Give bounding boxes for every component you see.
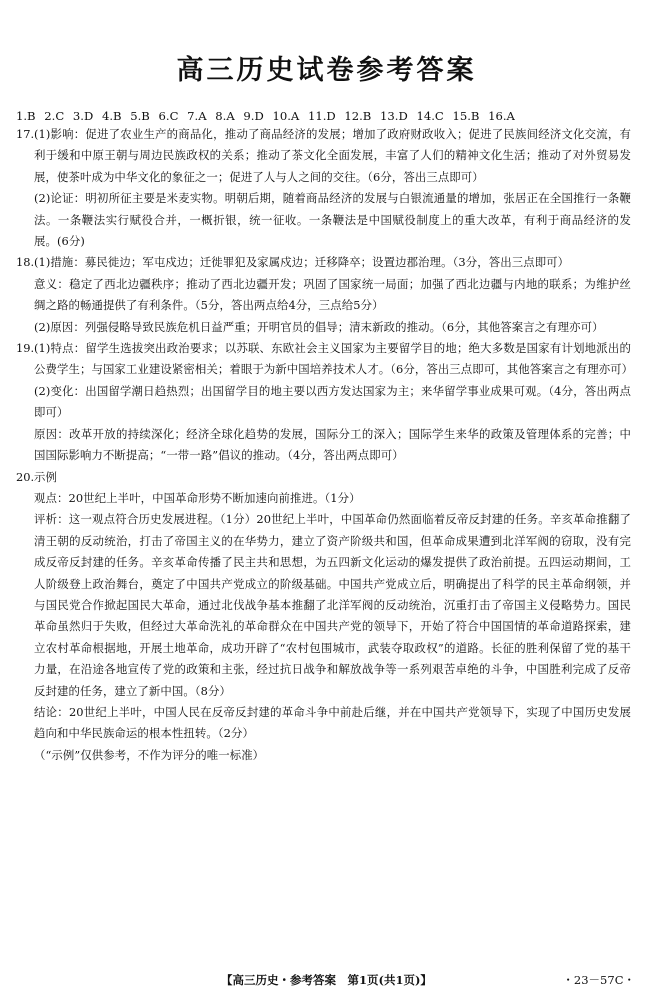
page-title: 高三历史试卷参考答案 xyxy=(176,55,477,86)
choice-answer: 12.B xyxy=(344,109,372,123)
choice-answer: 16.A xyxy=(488,109,515,123)
choice-answer: 14.C xyxy=(416,109,444,123)
question-20 xyxy=(16,467,631,767)
choice-answer: 9.D xyxy=(243,109,264,123)
answer-body xyxy=(16,124,634,766)
answer-paragraph: (1)措施：募民徙边；军屯戍边；迁徙罪犯及家属戍边；迁移降卒；设置边郡治理。（3分，答出三点即可） xyxy=(34,255,570,270)
footer-page-info: 【高三历史・参考答案 第1页(共1页)】 xyxy=(221,973,432,987)
answer-paragraph: 评析：这一观点符合历史发展进程。（1分）20世纪上半叶，中国革命仍然面临着反帝反封建的任务。辛亥革命推翻了清王朝的反动统治，打击了帝国主义的在华势力，建立了资产阶级共和国，但革命成果遭到北洋军阀的窃取，没有完成反帝反封建的任务。辛亥革命传播了民主共和思想，为五四新文化运动的爆发提供了政治前提。五四运动期间，工人阶级登上政治舞台，奠定了中国共产党成立的阶级基础。中国共产党成立后，明确提出了科学的民主革命纲领，并与国民党合作掀起国民大革命，通过北伐战争基本推翻了北洋军阀的反动统治，沉重打击了帝国主义侵略势力。国民革命虽然归于失败，但经过大革命洗礼的革命群众在中国共产党的领导下，开始了符合中国国情的革命道路探索，建立农村革命根据地，开展土地革命，成功开辟了“农村包围城市，武装夺取政权”的道路。长征的胜利保留了党的基干力量，在沿途各地宣传了党的政策和主张，经过抗日战争和解放战争等一系列艰苦卓绝的斗争，中国胜利完成了反帝反封建的任务，建立了新中国。（8分） xyxy=(34,512,631,698)
footer-code: ・23－57C・ xyxy=(562,973,635,987)
answer-heading: 示例 xyxy=(34,469,57,484)
choice-answer: 6.C xyxy=(158,109,179,123)
question-number: 20. xyxy=(16,469,35,484)
question-number: 19. xyxy=(16,341,35,356)
answer-paragraph: (2)原因：列强侵略导致民族危机日益严重；开明官员的倡导；清末新政的推动。（6分，其他答案言之有理亦可） xyxy=(34,319,604,334)
choice-answer: 2.C xyxy=(44,109,65,123)
answer-paragraph: (2)变化：出国留学潮日趋热烈；出国留学目的地主要以西方发达国家为主；来华留学事业成果可观。（4分，答出两点即可） xyxy=(34,383,631,420)
answer-paragraph: (1)影响：促进了农业生产的商品化，推动了商品经济的发展；增加了政府财政收入；促进了民族间经济文化交流，有利于缓和中原王朝与周边民族政权的关系；推动了茶文化全面发展，丰富了人们的精神文化生活；推动了对外贸易发展，使茶叶成为中华文化的象征之一；促进了人与人之间的交往。（6分，答出三点即可） xyxy=(34,127,631,184)
question-17 xyxy=(16,124,631,252)
question-number: 18. xyxy=(16,255,35,270)
choice-answer: 13.D xyxy=(380,109,408,123)
choice-answer: 15.B xyxy=(452,109,480,123)
choice-answer: 11.D xyxy=(307,109,336,123)
choice-answers xyxy=(16,106,637,126)
choice-answer: 4.B xyxy=(101,109,122,123)
question-number: 17. xyxy=(16,127,35,141)
question-18 xyxy=(16,252,631,338)
choice-answer: 5.B xyxy=(130,109,150,123)
answer-paragraph: 结论：20世纪上半叶，中国人民在反帝反封建的革命斗争中前赴后继，并在中国共产党领导下，实现了中国历史发展趋向和中华民族命运的根本性扭转。（2分） xyxy=(34,704,631,741)
answer-paragraph: (2)论证：明初所征主要是米麦实物。明朝后期，随着商品经济的发展与白银流通量的增加，张居正在全国推行一条鞭法。一条鞭法实行赋役合并，一概折银，统一征收。一条鞭法是中国赋役制度上的重大改革，有利于商品经济的发展。(6分) xyxy=(34,191,631,249)
choice-answer: 8.A xyxy=(215,109,235,123)
choice-answer: 1.B xyxy=(16,109,36,123)
answer-paragraph: 意义：稳定了西北边疆秩序；推动了西北边疆开发；巩固了国家统一局面；加强了西北边疆与内地的联系；为维护丝绸之路的畅通提供了有利条件。（5分，答出两点给4分，三点给5分） xyxy=(34,276,631,313)
choice-answer: 3.D xyxy=(72,109,94,123)
choice-answer: 7.A xyxy=(187,109,207,123)
answer-note: （“示例”仅供参考，不作为评分的唯一标准） xyxy=(34,747,265,762)
answer-paragraph: 原因：改革开放的持续深化；经济全球化趋势的发展，国际分工的深入；国际学生来华的政策及管理体系的完善；中国国际影响力不断提高；“一带一路”倡议的推动。（4分，答出两点即可） xyxy=(34,426,631,463)
answer-paragraph: 观点：20世纪上半叶，中国革命形势不断加速向前推进。（1分） xyxy=(34,490,361,505)
answer-paragraph: (1)特点：留学生选拔突出政治要求；以苏联、东欧社会主义国家为主要留学目的地；绝大多数是国家有计划地派出的公费学生；与国家工业建设紧密相关；着眼于为新中国培养技术人才。（6分，答出三点即可，其他答案言之有理亦可） xyxy=(34,341,634,377)
question-19 xyxy=(16,338,634,466)
choice-answer: 10.A xyxy=(272,109,300,123)
